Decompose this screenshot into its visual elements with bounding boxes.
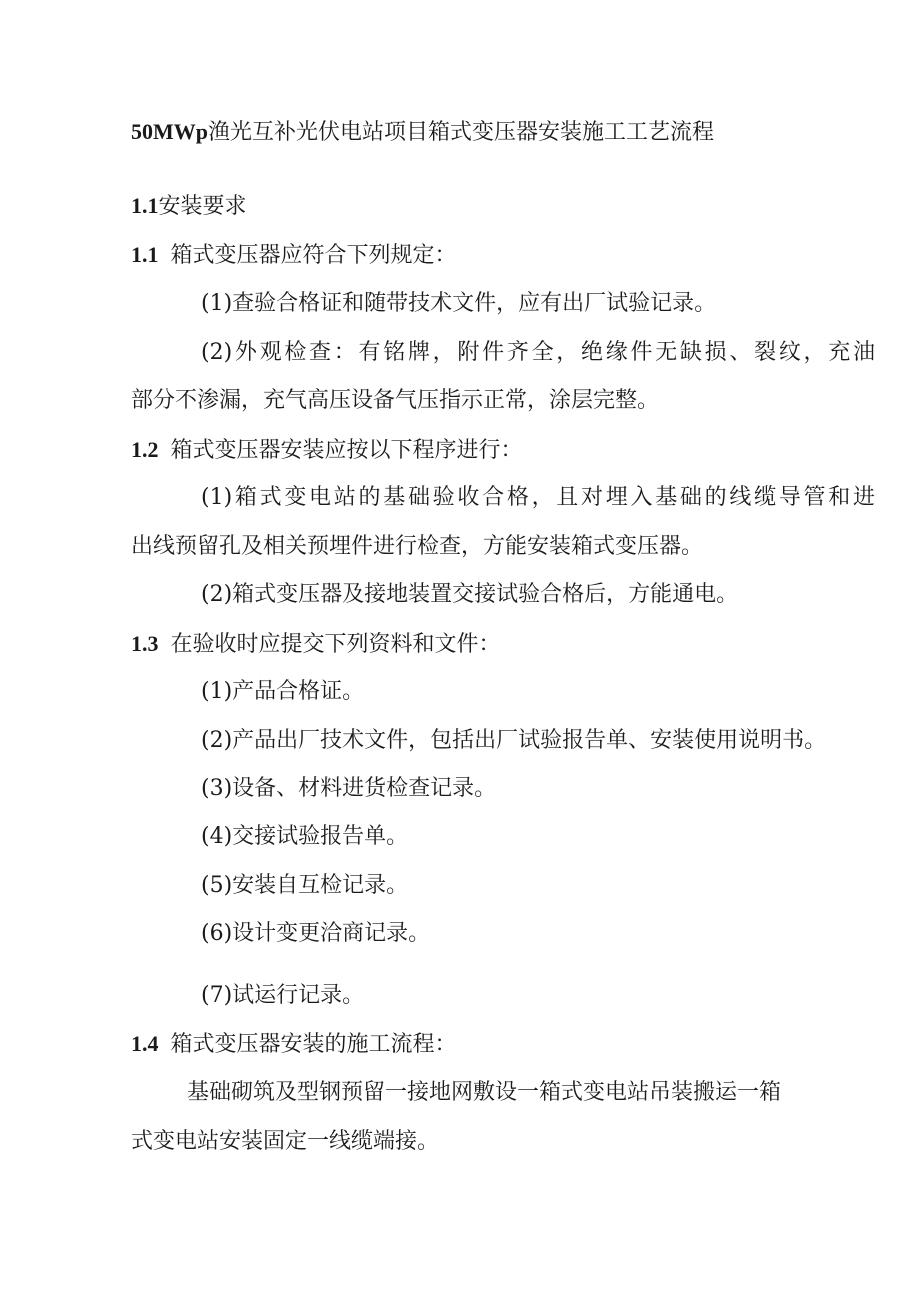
subitem-1-3-4: (4)交接试验报告单。 — [201, 824, 409, 849]
item-text: 在验收时应提交下列资料和文件： — [170, 632, 501, 657]
item-text: 箱式变压器安装的施工流程： — [170, 1032, 457, 1057]
item-text: 箱式变压器应符合下列规定： — [170, 243, 457, 268]
section-heading — [131, 191, 247, 222]
item-number: 1.2 — [131, 437, 159, 462]
subitem-1-1-2-cont: 部分不渗漏，充气高压设备气压指示正常，涂层完整。 — [131, 388, 660, 413]
process-flow-line-1: 基础砌筑及型钢预留一接地网敷设一箱式变电站吊装搬运一箱 — [187, 1080, 782, 1105]
subitem-1-3-7: (7)试运行记录。 — [201, 983, 365, 1008]
subitem-1-3-2: (2)产品出厂技术文件，包括出厂试验报告单、安装使用说明书。 — [201, 728, 827, 753]
subitem-1-1-1: (1)查验合格证和随带技术文件，应有出厂试验记录。 — [201, 291, 717, 316]
item-number: 1.3 — [131, 631, 159, 656]
subitem-1-2-1: (1)箱式变电站的基础验收合格，且对埋入基础的线缆导管和进 — [201, 485, 875, 510]
subitem-1-3-5: (5)安装自互检记录。 — [201, 873, 409, 898]
section-number: 1.1 — [131, 193, 159, 218]
item-heading-1-4 — [131, 1029, 457, 1060]
item-heading-1-3 — [131, 629, 501, 660]
item-heading-1-1 — [131, 240, 457, 271]
section-text: 安装要求 — [158, 194, 247, 219]
process-flow-line-2: 式变电站安装固定一线缆端接。 — [131, 1129, 440, 1154]
title-text: 渔光互补光伏电站项目箱式变压器安装施工工艺流程 — [208, 120, 715, 145]
subitem-1-2-1-cont: 出线预留孔及相关预埋件进行检查，方能安装箱式变压器。 — [131, 534, 704, 559]
subitem-1-2-2: (2)箱式变压器及接地装置交接试验合格后，方能通电。 — [201, 582, 739, 607]
item-number: 1.4 — [131, 1031, 159, 1056]
item-heading-1-2 — [131, 435, 523, 466]
item-text: 箱式变压器安装应按以下程序进行： — [170, 438, 523, 463]
item-number: 1.1 — [131, 242, 159, 267]
title-number: 50MWp — [131, 119, 208, 144]
subitem-1-3-1: (1)产品合格证。 — [201, 679, 365, 704]
subitem-1-3-3: (3)设备、材料进货检查记录。 — [201, 776, 497, 801]
subitem-1-1-2: (2)外观检查：有铭牌，附件齐全，绝缘件无缺损、裂纹，充油 — [201, 340, 875, 365]
subitem-1-3-6: (6)设计变更洽商记录。 — [201, 921, 431, 946]
document-title — [131, 117, 714, 148]
